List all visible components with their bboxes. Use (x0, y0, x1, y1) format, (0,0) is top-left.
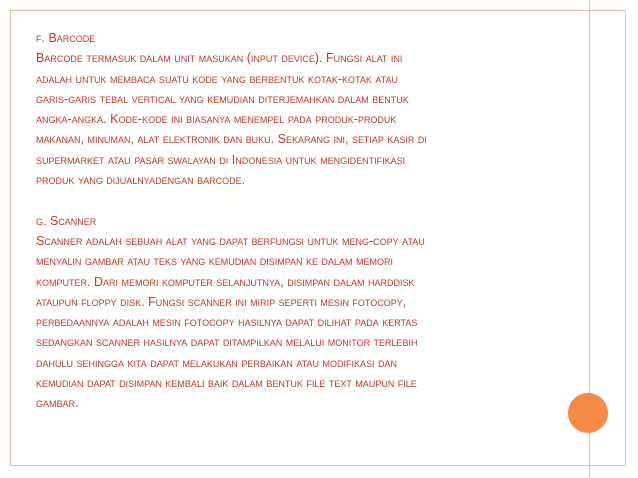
scanner-line-5: perbedaannya adalah mesin fotocopy hasilnya dapat dilihat pada kertas (36, 315, 418, 330)
barcode-heading: f. Barcode (36, 31, 96, 45)
barcode-line-6: supermarket atau pasar swalayan di Indonesia untuk mengidentifikasi (36, 152, 406, 167)
scanner-line-1: Scanner adalah sebuah alat yang dapat berfungsi untuk meng-copy atau (36, 233, 425, 248)
barcode-line-5: makanan, minuman, alat elektronik dan buku. Sekarang ini, setiap kasir di (36, 132, 427, 147)
barcode-line-7: produk yang dijualnyadengan barcode. (36, 173, 246, 188)
scanner-heading: g. Scanner (36, 213, 97, 228)
scanner-line-3: komputer. Dari memori komputer selanjutnya, disimpan dalam harddisk (36, 274, 415, 289)
scanner-line-4: ataupun floppy disk. Fungsi scanner ini mirip seperti mesin fotocopy, (36, 294, 407, 309)
barcode-line-2: adalah untuk membaca suatu kode yang berbentuk kotak-kotak atau (36, 71, 398, 86)
scanner-line-6: sedangkan scanner hasilnya dapat ditampilkan melalui monitor terlebih (36, 335, 418, 350)
orange-circle-decoration (568, 393, 608, 433)
scanner-line-9: gambar. (36, 396, 79, 411)
barcode-line-4: angka-angka. Kode-kode ini biasanya menempel pada produk-produk (36, 112, 397, 127)
paragraph-gap (36, 194, 556, 214)
barcode-line-3: garis-garis tebal vertical yang kemudian diterjemahkan dalam bentuk (36, 91, 409, 106)
scanner-line-8: kemudian dapat disimpan kembali baik dalam bentuk file text maupun file (36, 376, 417, 391)
scanner-line-7: dahulu sehingga kita dapat melakukan perbaikan atau modifikasi dan (36, 355, 398, 370)
scanner-line-2: menyalin gambar atau teks yang kemudian disimpan ke dalam memori (36, 254, 393, 269)
barcode-line-1: Barcode termasuk dalam unit masukan (input device). Fungsi alat ini (36, 51, 403, 66)
slide-body-text (36, 32, 556, 418)
